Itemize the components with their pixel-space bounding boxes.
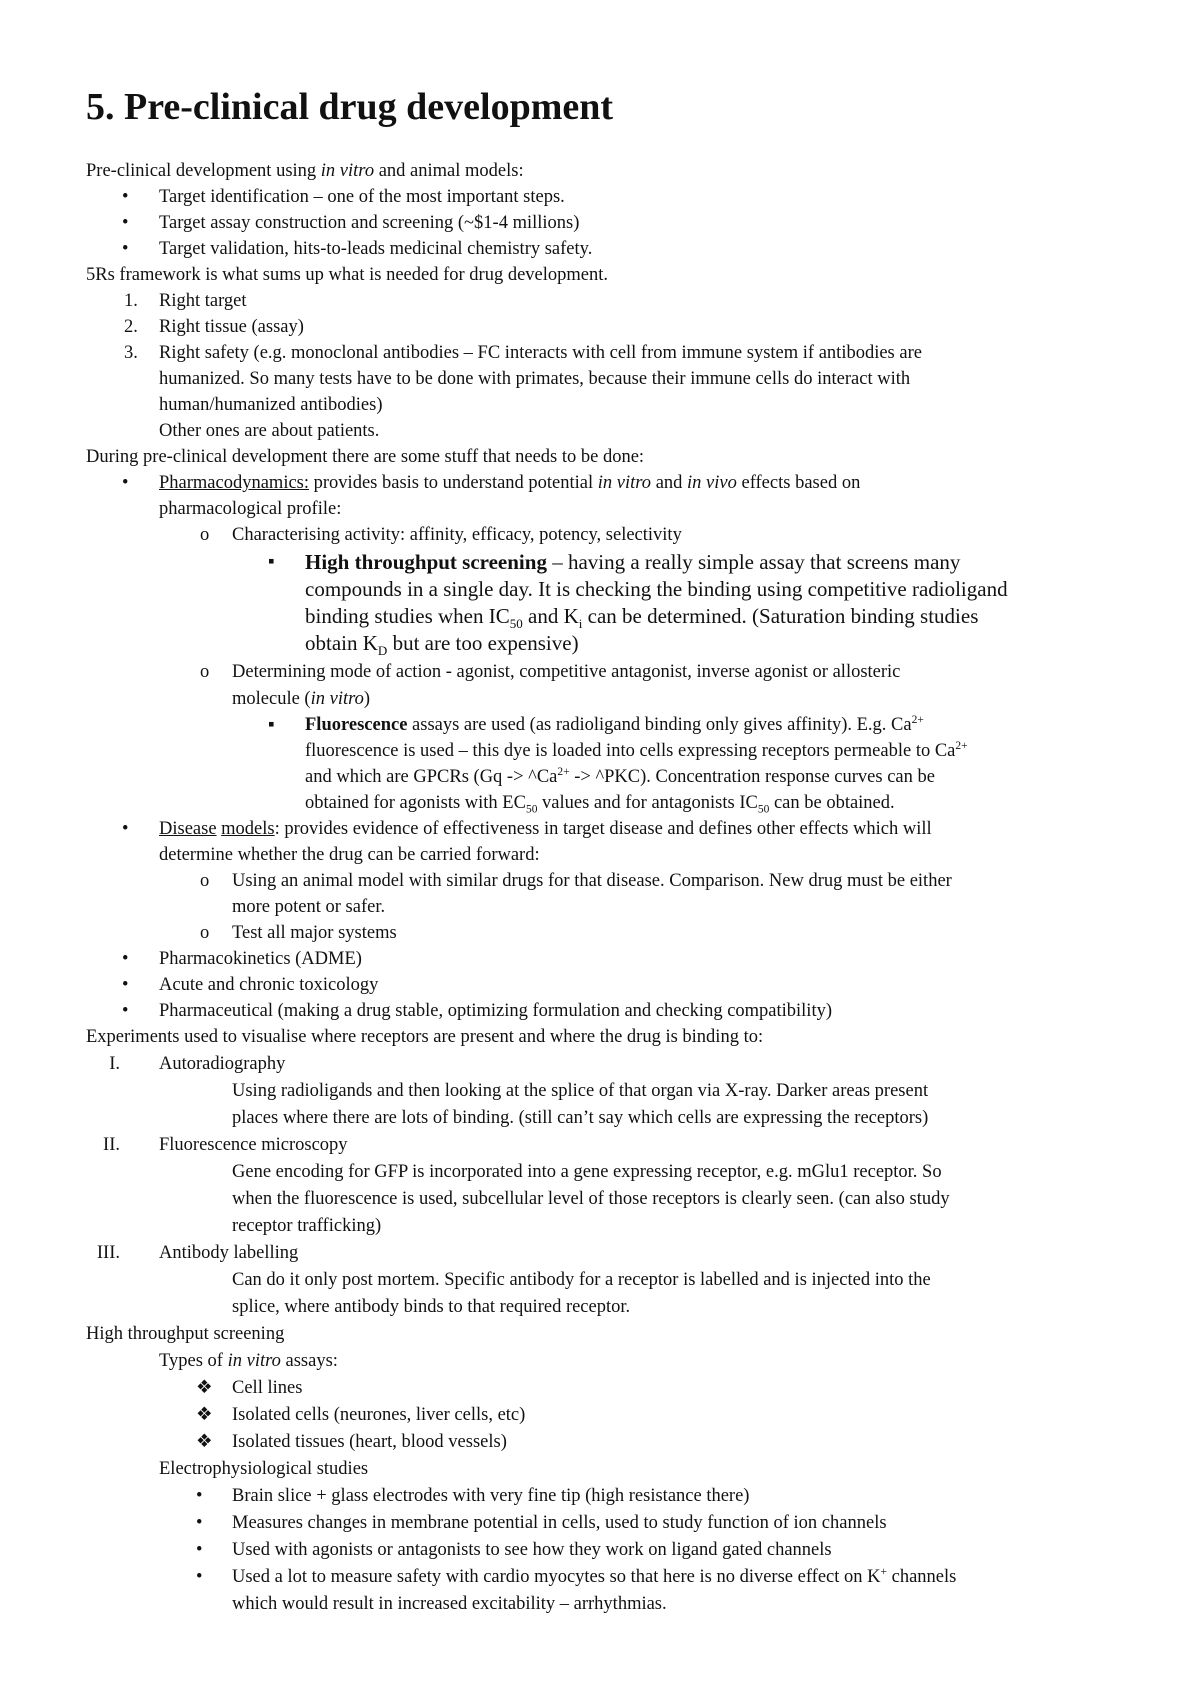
- bullet-marker: •: [196, 1540, 203, 1560]
- roman-marker: I.: [109, 1054, 120, 1074]
- page-title: 5. Pre-clinical drug development: [86, 86, 614, 128]
- item-description: Can do it only post mortem. Specific antibody for a receptor is labelled and is injected into the: [232, 1270, 931, 1290]
- list-item-continuation: which would result in increased excitability – arrhythmias.: [232, 1594, 667, 1614]
- list-item: Pharmaceutical (making a drug stable, optimizing formulation and checking compatibility): [159, 1001, 833, 1021]
- sub-item-continuation: more potent or safer.: [232, 897, 386, 917]
- list-item: Target identification – one of the most important steps.: [159, 187, 565, 207]
- item-description: when the fluorescence is used, subcellular level of those receptors is clearly seen. (can also study: [232, 1189, 950, 1209]
- list-item: Used a lot to measure safety with cardio myocytes so that here is no diverse effect on K+ channels: [232, 1565, 957, 1587]
- roman-marker: II.: [103, 1135, 120, 1155]
- fluorescence-line: obtained for agonists with $EC_{50}$ values and for antagonists $IC_{50}$ can be obtained.: [305, 793, 895, 816]
- bullet-marker: •: [196, 1567, 203, 1587]
- sub-item-continuation: molecule (in vitro): [232, 689, 371, 709]
- list-item: Target assay construction and screening (~$1-4 millions): [159, 213, 580, 233]
- fluorescence-item: Fluorescence assays are used (as radioligand binding only gives affinity). E.g. $Ca^{2+}$: [305, 713, 924, 735]
- square-marker: ▪: [268, 715, 275, 735]
- bullet-marker: •: [196, 1513, 203, 1533]
- hts-line: compounds in a single day. It is checking the binding using competitive radioligand: [305, 577, 1008, 601]
- number-marker: 1.: [124, 291, 138, 311]
- intro-line: Pre-clinical development using in vitro and animal models:: [86, 161, 524, 181]
- bullet-marker: •: [122, 819, 129, 839]
- bullet-marker: •: [122, 187, 129, 207]
- circle-marker: o: [200, 525, 210, 545]
- paragraph: High throughput screening: [86, 1324, 285, 1344]
- subheading: Types of in vitro assays:: [159, 1351, 338, 1371]
- bullet-marker: •: [122, 949, 129, 969]
- paragraph: Experiments used to visualise where receptors are present and where the drug is binding to:: [86, 1027, 764, 1047]
- list-item-continuation: determine whether the drug can be carried forward:: [159, 845, 540, 865]
- sub-item: Characterising activity: affinity, efficacy, potency, selectivity: [232, 525, 682, 545]
- list-item-continuation: pharmacological profile:: [159, 499, 342, 519]
- diamond-marker: ❖: [196, 1432, 213, 1452]
- hts-line: binding studies when $IC_{50}$ and $K_i$ can be determined. (Saturation binding studies: [305, 604, 979, 632]
- hts-item: High throughput screening – having a really simple assay that screens many: [305, 550, 961, 574]
- list-item: Target validation, hits-to-leads medicinal chemistry safety.: [159, 239, 593, 259]
- sub-item: Determining mode of action - agonist, competitive antagonist, inverse agonist or allosteric: [232, 662, 901, 682]
- fluorescence-line: fluorescence is used – this dye is loaded into cells expressing receptors permeable to $Ca^{2+}$: [305, 739, 968, 761]
- bullet-marker: •: [122, 213, 129, 233]
- list-item: Right tissue (assay): [159, 317, 304, 337]
- number-marker: 3.: [124, 343, 138, 363]
- bullet-marker: •: [122, 1001, 129, 1021]
- list-item-continuation: human/humanized antibodies): [159, 395, 383, 415]
- list-item: Antibody labelling: [159, 1243, 299, 1263]
- circle-marker: o: [200, 871, 210, 891]
- subheading: Electrophysiological studies: [159, 1459, 369, 1479]
- item-description: splice, where antibody binds to that required receptor.: [232, 1297, 631, 1317]
- circle-marker: o: [200, 923, 210, 943]
- item-description: Using radioligands and then looking at the splice of that organ via X-ray. Darker areas present: [232, 1081, 929, 1101]
- list-item: Isolated tissues (heart, blood vessels): [232, 1432, 507, 1452]
- bullet-marker: •: [122, 975, 129, 995]
- sub-item: Test all major systems: [232, 923, 397, 943]
- pharmacodynamics-item: Pharmacodynamics: provides basis to understand potential in vitro and in vivo effects based on: [159, 473, 861, 493]
- paragraph: During pre-clinical development there are some stuff that needs to be done:: [86, 447, 645, 467]
- square-marker: ▪: [268, 552, 275, 572]
- list-item: Isolated cells (neurones, liver cells, etc): [232, 1405, 526, 1425]
- list-item-continuation: humanized. So many tests have to be done with primates, because their immune cells do interact with: [159, 369, 911, 389]
- list-item: Pharmacokinetics (ADME): [159, 949, 362, 969]
- list-item: Measures changes in membrane potential in cells, used to study function of ion channels: [232, 1513, 887, 1533]
- item-description: places where there are lots of binding. (still can’t say which cells are expressing the receptors): [232, 1108, 929, 1128]
- item-description: receptor trafficking): [232, 1216, 382, 1236]
- bullet-marker: •: [122, 239, 129, 259]
- circle-marker: o: [200, 662, 210, 682]
- fluorescence-line: and which are GPCRs ($Gq -> \^{}Ca^{2+}$ -> ^PKC). Concentration response curves can be: [305, 765, 935, 787]
- list-item-continuation: Other ones are about patients.: [159, 421, 380, 441]
- list-item: Right target: [159, 291, 247, 311]
- paragraph: 5Rs framework is what sums up what is needed for drug development.: [86, 265, 609, 285]
- list-item: Brain slice + glass electrodes with very fine tip (high resistance there): [232, 1486, 750, 1506]
- bullet-marker: •: [196, 1486, 203, 1506]
- number-marker: 2.: [124, 317, 138, 337]
- hts-line: obtain $K_D$ but are too expensive): [305, 631, 579, 659]
- item-description: Gene encoding for GFP is incorporated into a gene expressing receptor, e.g. mGlu1 receptor. So: [232, 1162, 942, 1182]
- diamond-marker: ❖: [196, 1405, 213, 1425]
- sub-item: Using an animal model with similar drugs for that disease. Comparison. New drug must be either: [232, 871, 952, 891]
- list-item: Acute and chronic toxicology: [159, 975, 379, 995]
- roman-marker: III.: [96, 1243, 120, 1263]
- diamond-marker: ❖: [196, 1378, 213, 1398]
- disease-models-item: Disease models: provides evidence of effectiveness in target disease and defines other effects which will: [159, 819, 932, 839]
- list-item: Cell lines: [232, 1378, 303, 1398]
- bullet-marker: •: [122, 473, 129, 493]
- list-item: Right safety (e.g. monoclonal antibodies – FC interacts with cell from immune system if antibodies are: [159, 343, 922, 363]
- list-item: Autoradiography: [159, 1054, 286, 1074]
- list-item: Fluorescence microscopy: [159, 1135, 348, 1155]
- list-item: Used with agonists or antagonists to see how they work on ligand gated channels: [232, 1540, 832, 1560]
